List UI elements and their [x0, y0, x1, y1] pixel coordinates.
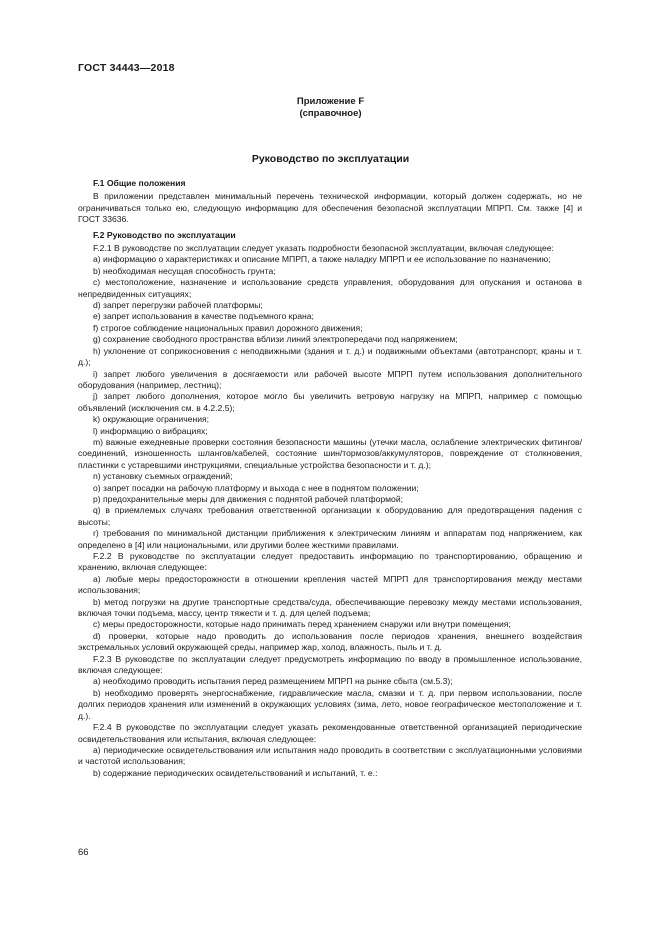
body-paragraph: f) строгое соблюдение национальных правил дорожного движения; — [93, 322, 363, 333]
body-paragraph: n) установку съемных ограждений; — [93, 471, 233, 482]
body-paragraph: a) необходимо проводить испытания перед размещением МПРП на рынке сбыта (см.5.3); — [93, 676, 453, 687]
body-paragraph: m) важные ежедневные проверки состояния безопасности машины (утечки масла, ослабление электрических фитингов/соединений, изношенность шлангов/кабелей, состояние шин/тормозов/аккумуляторов, повреждение от столкновения, пластинки с устаревшими инструкциями, специальные устройства безопасности и т. д.); — [78, 436, 582, 470]
body-paragraph: b) содержание периодических освидетельствований и испытаний, т. е.: — [93, 767, 378, 778]
body-paragraph: F.2.2 В руководстве по эксплуатации следует предоставить информацию по транспортированию, обращению и хранению, включая следующее: — [78, 551, 582, 573]
body-paragraph: q) в приемлемых случаях требования ответственной организации к оборудованию для предотвращения падения с высоты; — [78, 505, 582, 527]
body-paragraph: b) метод погрузки на другие транспортные средства/суда, обеспечивающие перевозку между местами использования, включая точки подъема, массу, центр тяжести и т. д. для целей подъема; — [78, 596, 582, 619]
body-paragraph: r) требования по минимальной дистанции приближения к электрическим линиям и аппаратам под напряжением, как определено в [4] или национальными, или другими более жесткими правилами. — [78, 528, 582, 550]
body-paragraph: b) необходимо проверять энергоснабжение, гидравлические масла, смазки и т. д. при первом использовании, после долгих периодов хранения или изменений в окружающих условиях (зима, лето, новое географическое местоположение и т. д.). — [78, 687, 582, 721]
page-number: 66 — [78, 847, 89, 858]
body-paragraph: c) меры предосторожности, которые надо принимать перед хранением снаружи или внутри помещения; — [93, 619, 511, 630]
standard-code-header: ГОСТ 34443—2018 — [78, 62, 175, 74]
body-paragraph: i) запрет любого увеличения в досягаемости или рабочей высоте МПРП путем использования дополнительного оборудования (например, лестниц); — [78, 368, 582, 390]
body-paragraph: d) проверки, которые надо проводить до использования после периодов хранения, внешнего воздействия экстремальных условий окружающей среды, например жар, холод, влажность, пыль и т. д. — [78, 630, 582, 653]
body-paragraph: c) местоположение, назначение и использование средств управления, оборудования для опускания и останова в непредвиденных ситуациях; — [78, 277, 582, 299]
body-paragraph: l) информацию о вибрациях; — [93, 425, 208, 436]
body-paragraph: b) необходимая несущая способность грунта; — [93, 265, 276, 276]
body-paragraph: e) запрет использования в качестве подъемного крана; — [93, 311, 314, 322]
section-heading: F.1 Общие положения — [93, 178, 186, 188]
body-paragraph: k) окружающие ограничения; — [93, 414, 210, 425]
body-paragraph: o) запрет посадки на рабочую платформу и выхода с нее в поднятом положении; — [93, 482, 419, 493]
body-paragraph: a) информацию о характеристиках и описание МПРП, а также наладку МПРП и ее использование по назначению; — [93, 254, 551, 265]
annex-subtitle: (справочное) — [299, 108, 362, 119]
body-paragraph: F.2.3 В руководстве по эксплуатации следует предусмотреть информацию по вводу в промышленное использование, включая следующее: — [78, 653, 582, 676]
body-paragraph: a) любые меры предосторожности в отношении крепления частей МПРП для транспортирования между местами использования; — [78, 573, 582, 596]
body-paragraph: p) предохранительные меры для движения с поднятой рабочей платформой; — [93, 493, 404, 504]
body-paragraph: g) сохранение свободного пространства вблизи линий электропередачи под напряжением; — [93, 334, 458, 345]
body-paragraph: F.2.1 В руководстве по эксплуатации следует указать подробности безопасной эксплуатации, включая следующее: — [93, 243, 554, 254]
section-heading: F.2 Руководство по эксплуатации — [93, 229, 236, 240]
body-paragraph: F.2.4 В руководстве по эксплуатации следует указать рекомендованные ответственной организацией периодические освидетельствования или испытания, включая следующее: — [78, 722, 582, 744]
annex-title: Приложение F — [296, 96, 365, 107]
body-paragraph: j) запрет любого дополнения, которое могло бы увеличить ветровую нагрузку на МПРП, например с помощью объявлений (исключения см. в 4.2.2.5); — [78, 391, 582, 413]
body-paragraph: a) периодические освидетельствования или испытания надо проводить в соответствии с эксплуатационными условиями и частотой использования; — [78, 744, 582, 767]
document-body — [78, 177, 582, 779]
body-paragraph: h) уклонение от соприкосновения с неподвижными (здания и т. д.) и подвижными объектами (автотранспорт, краны и т. д.); — [78, 345, 582, 368]
body-paragraph: d) запрет перегрузки рабочей платформы; — [93, 300, 263, 311]
document-title: Руководство по эксплуатации — [251, 153, 410, 165]
body-paragraph: В приложении представлен минимальный перечень технической информации, который должен содержать, но не ограничиваться только ею, следующую информацию для обеспечения безопасной эксплуатации МПРП. См. также [4] и ГОСТ 33636. — [78, 191, 582, 225]
